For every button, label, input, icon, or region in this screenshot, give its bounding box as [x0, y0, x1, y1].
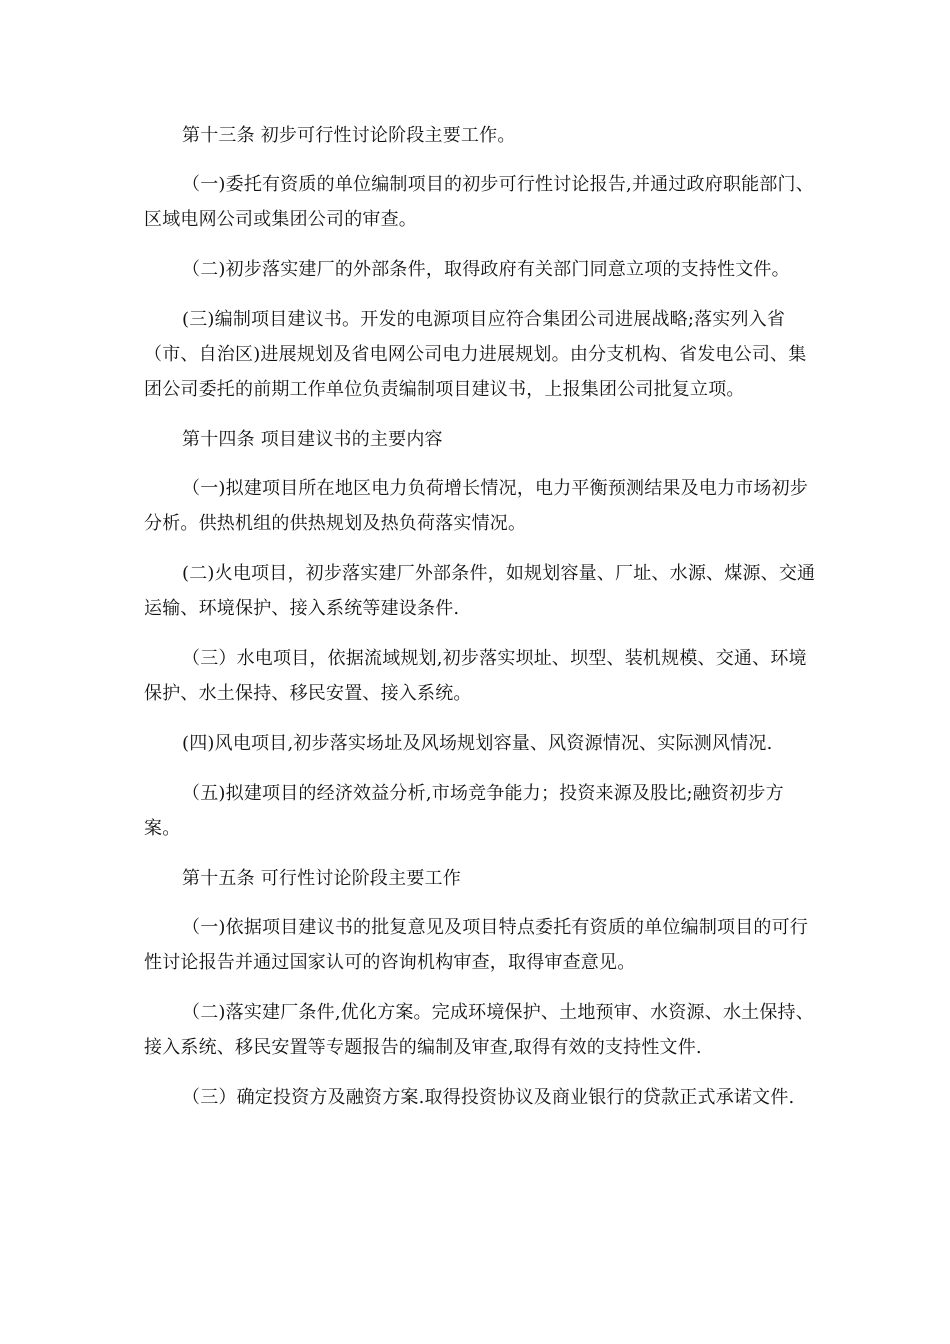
article-15-item-2: （二)落实建厂条件,优化方案。完成环境保护、土地预审、水资源、水土保持、接入系统、移民安置等专题报告的编制及审查,取得有效的支持性文件.	[144, 1002, 814, 1058]
article-14-item-3: （三）水电项目，依据流域规划,初步落实坝址、坝型、装机规模、交通、环境保护、水土保持、移民安置、接入系统。	[144, 648, 807, 704]
article-15-heading: 第十五条 可行性讨论阶段主要工作	[182, 868, 461, 889]
article-13-item-3: (三)编制项目建议书。开发的电源项目应符合集团公司进展战略;落实列入省（市、自治区)进展规划及省电网公司电力进展规划。由分支机构、省发电公司、集团公司委托的前期工作单位负责编制项目建议书，上报集团公司批复立项。	[144, 309, 807, 400]
article-14-item-2: (二)火电项目，初步落实建厂外部条件，如规划容量、厂址、水源、煤源、交通运输、环境保护、接入系统等建设条件.	[144, 563, 816, 619]
article-13-heading: 第十三条 初步可行性讨论阶段主要工作。	[182, 125, 516, 146]
document-body	[144, 118, 820, 1130]
article-14-item-5: （五)拟建项目的经济效益分析,市场竞争能力；投资来源及股比;融资初步方案。	[144, 783, 784, 839]
article-13-item-1: （一)委托有资质的单位编制项目的初步可行性讨论报告,并通过政府职能部门、区域电网公司或集团公司的审查。	[144, 174, 814, 230]
article-14-item-1: （一)拟建项目所在地区电力负荷增长情况，电力平衡预测结果及电力市场初步分析。供热机组的供热规划及热负荷落实情况。	[144, 478, 809, 534]
article-15-item-3: （三）确定投资方及融资方案.取得投资协议及商业银行的贷款正式承诺文件.	[182, 1087, 795, 1108]
article-14-heading: 第十四条 项目建议书的主要内容	[182, 429, 443, 450]
article-13-item-2: （二)初步落实建厂的外部条件，取得政府有关部门同意立项的支持性文件。	[182, 259, 790, 280]
article-15-item-1: （一)依据项目建议书的批复意见及项目特点委托有资质的单位编制项目的可行性讨论报告并通过国家认可的咨询机构审查，取得审查意见。	[144, 917, 809, 973]
article-14-item-4: (四)风电项目,初步落实场址及风场规划容量、风资源情况、实际测风情况.	[182, 733, 773, 754]
